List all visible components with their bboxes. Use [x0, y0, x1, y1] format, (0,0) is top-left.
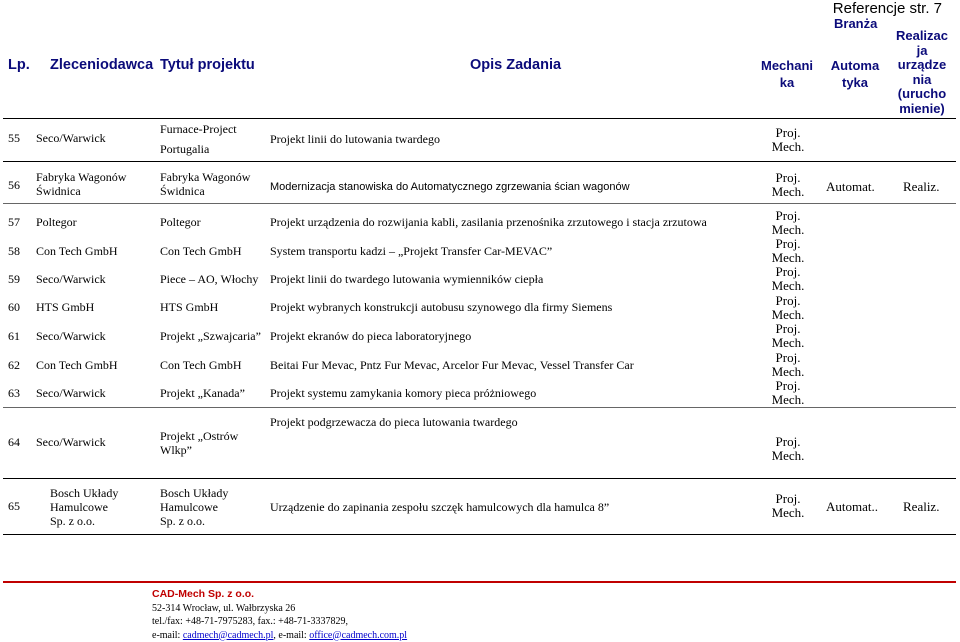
- header-realizacja: Realizac ja urządze nia (urucho mienie): [895, 28, 949, 116]
- footer-address: 52-314 Wrocław, ul. Wałbrzyska 26: [152, 602, 296, 614]
- header-divider: [3, 118, 956, 119]
- header-task: Opis Zadania: [470, 57, 562, 73]
- header-mechanika: Mechani ka: [760, 58, 813, 90]
- page-title: Referencje str. 7: [832, 0, 942, 17]
- footer-phones: tel./fax: +48-71-7975283, fax.: +48-71-3337829,: [152, 616, 348, 627]
- header-lp: Lp.: [8, 57, 30, 73]
- footer-contact: CAD-Mech Sp. z o.o. 52-314 Wrocław, ul. Wałbrzyska 26 tel./fax: +48-71-7975283, fax.: +48-71-3337829, e-mail: cadmech@cadmech.pl, e-mail: office@cadmech.com.pl: [152, 588, 408, 641]
- header-branza: Branża: [834, 16, 878, 31]
- header-client: Zleceniodawca: [50, 57, 154, 73]
- header-project-title: Tytuł projektu: [160, 57, 255, 73]
- header-automatyka: Automa tyka: [830, 58, 880, 90]
- footer-email-link-1[interactable]: cadmech@cadmech.pl: [182, 629, 274, 641]
- footer-company: CAD-Mech Sp. z o.o.: [152, 588, 255, 600]
- footer-email-link-2[interactable]: office@cadmech.com.pl: [309, 629, 408, 641]
- footer-divider: [3, 581, 956, 583]
